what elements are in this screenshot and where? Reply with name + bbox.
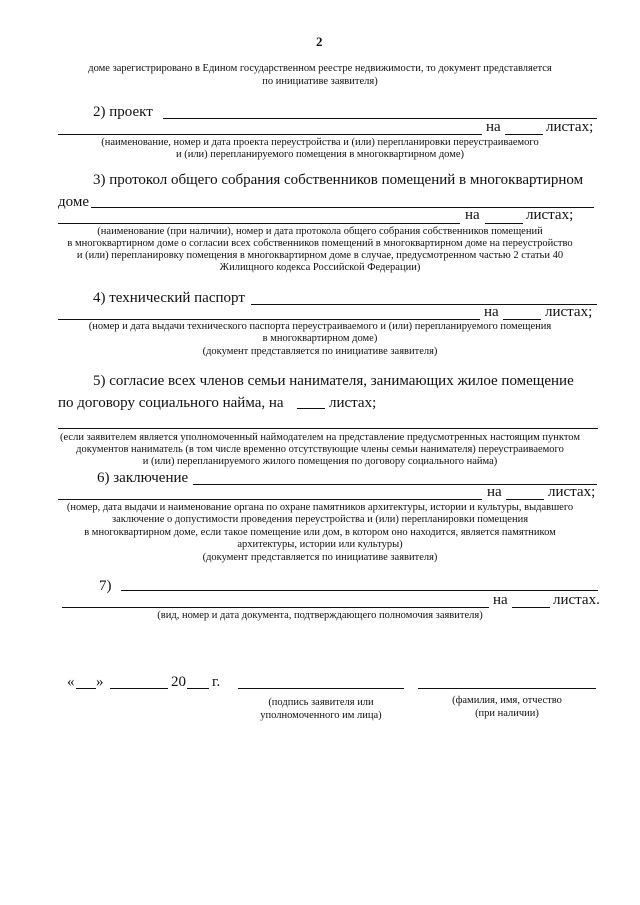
item5-note-2: документов наниматель (в том числе временно отсутствующие члены семьи нанимателя) переустраиваемого <box>76 444 564 455</box>
full-name-note-2: (при наличии) <box>475 708 539 719</box>
item3-pages-line[interactable] <box>485 223 523 224</box>
signature-line[interactable] <box>238 688 404 689</box>
date-month-line[interactable] <box>110 688 168 689</box>
item7-label: 7) <box>99 578 112 594</box>
date-day-line[interactable] <box>76 688 96 689</box>
item4-field-line-2[interactable] <box>58 319 480 320</box>
item6-listah: листах; <box>548 484 596 500</box>
item5-pages-line[interactable] <box>297 408 325 409</box>
item5-label-2a: по договору социального найма, на <box>58 395 284 411</box>
item3-note-3: и (или) перепланировку помещения в многоквартирном доме в случае, предусмотренном частью 2 статьи 40 <box>76 250 564 261</box>
item4-listah: листах; <box>545 304 593 320</box>
intro-line-1: доме зарегистрировано в Едином государственном реестре недвижимости, то документ представляется <box>88 63 552 74</box>
item3-label-1: 3) протокол общего собрания собственников помещений в многоквартирном <box>93 172 584 188</box>
item2-pages-line[interactable] <box>505 134 543 135</box>
item4-note-2: в многоквартирном доме) <box>262 333 378 344</box>
date-year-line[interactable] <box>187 688 209 689</box>
item7-listah: листах. <box>553 592 600 608</box>
item3-note-4: Жилищного кодекса Российской Федерации) <box>219 262 421 273</box>
item3-field-line[interactable] <box>91 207 594 208</box>
item5-label-1: 5) согласие всех членов семьи нанимателя, занимающих жилое помещение <box>93 373 574 389</box>
signature-note-1: (подпись заявителя или <box>268 697 374 708</box>
date-open-quote: « <box>67 674 75 690</box>
item7-note: (вид, номер и дата документа, подтверждающего полномочия заявителя) <box>157 610 483 621</box>
item4-label: 4) технический паспорт <box>93 290 245 306</box>
page-number: 2 <box>316 34 323 49</box>
item5-note-3: и (или) перепланируемого жилого помещения по договору социального найма) <box>142 456 498 467</box>
item3-na: на <box>465 207 480 223</box>
date-year-prefix: 20 <box>171 674 186 690</box>
item2-field-line-2[interactable] <box>58 134 482 135</box>
item6-field-line[interactable] <box>193 484 597 485</box>
item4-note-3: (документ представляется по инициативе заявителя) <box>202 346 438 357</box>
item7-field-line-2[interactable] <box>62 607 489 608</box>
item7-pages-line[interactable] <box>512 607 550 608</box>
item4-na: на <box>484 304 499 320</box>
item5-note-1: (если заявителем является уполномоченный наймодателем на представление предусмотренных настоящим пунктом <box>60 432 580 443</box>
item2-note-1: (наименование, номер и дата проекта переустройства и (или) перепланировки переустраиваемого <box>101 137 539 148</box>
item2-field-line[interactable] <box>163 118 597 119</box>
full-name-note-1: (фамилия, имя, отчество <box>452 695 562 706</box>
item2-na: на <box>486 119 501 135</box>
item5-label-2b: листах; <box>329 395 377 411</box>
item5-field-line[interactable] <box>58 428 598 429</box>
signature-note-2: уполномоченного им лица) <box>260 710 382 721</box>
item4-note-1: (номер и дата выдачи технического паспорта переустраиваемого и (или) перепланируемого помещения <box>88 321 552 332</box>
item6-label: 6) заключение <box>97 470 189 486</box>
item7-field-line[interactable] <box>121 590 598 591</box>
item3-note-1: (наименование (при наличии), номер и дата протокола общего собрания собственников помещений <box>97 226 543 237</box>
item2-label: 2) проект <box>93 104 153 120</box>
item3-label-2: доме <box>58 194 89 210</box>
item6-field-line-2[interactable] <box>58 499 482 500</box>
item2-note-2: и (или) перепланируемого помещения в многоквартирном доме) <box>175 149 465 160</box>
item6-pages-line[interactable] <box>506 499 544 500</box>
item7-na: на <box>493 592 508 608</box>
item6-note-3: в многоквартирном доме, если такое помещение или дом, в котором оно находится, является памятником <box>84 527 556 538</box>
intro-line-2: по инициативе заявителя) <box>262 76 378 87</box>
full-name-line[interactable] <box>418 688 596 689</box>
item6-note-4: архитектуры, истории или культуры) <box>237 539 403 550</box>
date-year-suffix: г. <box>212 674 221 690</box>
item3-field-line-2[interactable] <box>58 223 460 224</box>
item3-listah: листах; <box>526 207 574 223</box>
item2-listah: листах; <box>546 119 594 135</box>
item4-pages-line[interactable] <box>503 319 541 320</box>
item3-note-2: в многоквартирном доме о согласии всех собственников помещений в многоквартирном доме на переустройство <box>67 238 573 249</box>
item6-note-2: заключение о допустимости проведения переустройства и (или) перепланировки помещения <box>111 514 529 525</box>
date-close-quote: » <box>96 674 104 690</box>
item6-note-1: (номер, дата выдачи и наименование органа по охране памятников архитектуры, истории и культуры, выдавшего <box>66 502 574 513</box>
item6-note-5: (документ представляется по инициативе заявителя) <box>202 552 438 563</box>
item6-na: на <box>487 484 502 500</box>
